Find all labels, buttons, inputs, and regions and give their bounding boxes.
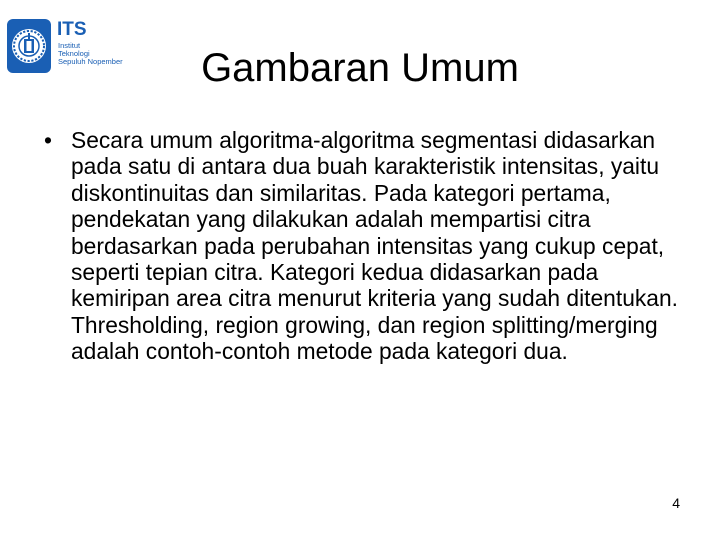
logo-name-line: Teknologi	[58, 49, 90, 58]
logo-name-line: Institut	[58, 41, 81, 50]
its-emblem-icon	[6, 18, 52, 74]
logo-institution-name	[58, 42, 138, 66]
slide-title: Gambaran Umum	[201, 46, 519, 90]
logo-name-line: Sepuluh Nopember	[58, 57, 123, 66]
logo-abbreviation: ITS	[57, 19, 87, 40]
bullet-text: Secara umum algoritma-algoritma segmentasi didasarkan pada satu di antara dua buah karakteristik intensitas, yaitu diskontinuitas dan similaritas. Pada kategori pertama, pendekatan yang dilakukan adalah mempartisi citra berdasarkan pada perubahan intensitas yang cukup cepat, seperti tepian citra. Kategori kedua didasarkan pada kemiripan area citra menurut kriteria yang sudah ditentukan. Thresholding, region growing, dan region splitting/merging adalah contoh-contoh metode pada kategori dua.	[71, 127, 678, 365]
its-logo	[6, 18, 136, 78]
bullet-marker: •	[44, 127, 52, 153]
page-number: 4	[672, 495, 680, 511]
bullet-list	[44, 127, 694, 365]
bullet-item	[44, 127, 694, 365]
